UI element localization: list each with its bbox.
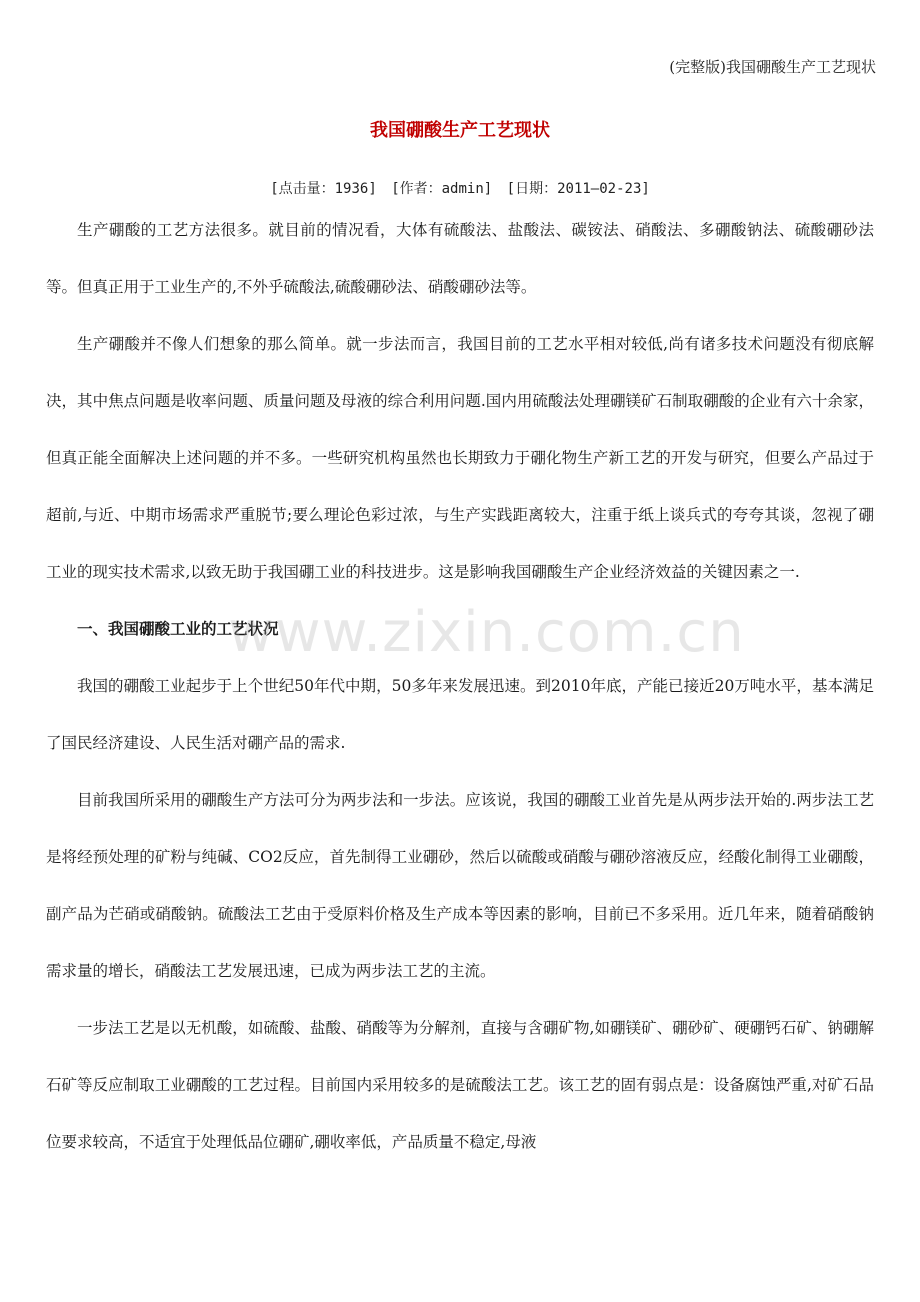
section-heading: 一、我国硼酸工业的工艺状况 <box>77 620 279 638</box>
paragraph-intro: 生产硼酸的工艺方法很多。就目前的情况看，大体有硫酸法、盐酸法、碳铵法、硝酸法、多硼酸钠法、硫酸硼砂法等。但真正用于工业生产的,不外乎硫酸法,硫酸硼砂法、硝酸硼砂法等。 <box>46 221 874 296</box>
header-note: (完整版)我国硼酸生产工艺现状 <box>669 58 876 76</box>
article-body <box>46 202 874 1171</box>
click-count: [点击量：1936] <box>270 181 377 197</box>
document-title: 我国硼酸生产工艺现状 <box>370 120 550 141</box>
publish-date: [日期：2011—02-23] <box>506 181 650 197</box>
paragraph-two-step: 目前我国所采用的硼酸生产方法可分为两步法和一步法。应该说，我国的硼酸工业首先是从两步法开始的.两步法工艺是将经预处理的矿粉与纯碱、CO2反应，首先制得工业硼砂，然后以硫酸或硝酸与硼砂溶液反应，经酸化制得工业硼酸，副产品为芒硝或硝酸钠。硫酸法工艺由于受原料价格及生产成本等因素的影响，目前已不多采用。近几年来，随着硝酸钠需求量的增长，硝酸法工艺发展迅速，已成为两步法工艺的主流。 <box>46 791 874 980</box>
paragraph-one-step: 一步法工艺是以无机酸，如硫酸、盐酸、硝酸等为分解剂，直接与含硼矿物,如硼镁矿、硼砂矿、硬硼钙石矿、钠硼解石矿等反应制取工业硼酸的工艺过程。目前国内采用较多的是硫酸法工艺。该工艺的固有弱点是：设备腐蚀严重,对矿石品位要求较高，不适宜于处理低品位硼矿,硼收率低，产品质量不稳定,母液 <box>46 1019 874 1151</box>
watermark: www.zixin.com.cn <box>228 600 745 665</box>
article-meta <box>0 178 920 198</box>
paragraph-history: 我国的硼酸工业起步于上个世纪50年代中期，50多年来发展迅速。到2010年底，产能已接近20万吨水平，基本满足了国民经济建设、人民生活对硼产品的需求. <box>46 677 874 752</box>
author: [作者：admin] <box>391 181 493 197</box>
paragraph-difficulty: 生产硼酸并不像人们想象的那么简单。就一步法而言，我国目前的工艺水平相对较低,尚有诸多技术问题没有彻底解决，其中焦点问题是收率问题、质量问题及母液的综合利用问题.国内用硫酸法处理硼镁矿石制取硼酸的企业有六十余家，但真正能全面解决上述问题的并不多。一些研究机构虽然也长期致力于硼化物生产新工艺的开发与研究，但要么产品过于超前,与近、中期市场需求严重脱节;要么理论色彩过浓，与生产实践距离较大，注重于纸上谈兵式的夸夸其谈，忽视了硼工业的现实技术需求,以致无助于我国硼工业的科技进步。这是影响我国硼酸生产企业经济效益的关键因素之一. <box>46 335 874 581</box>
